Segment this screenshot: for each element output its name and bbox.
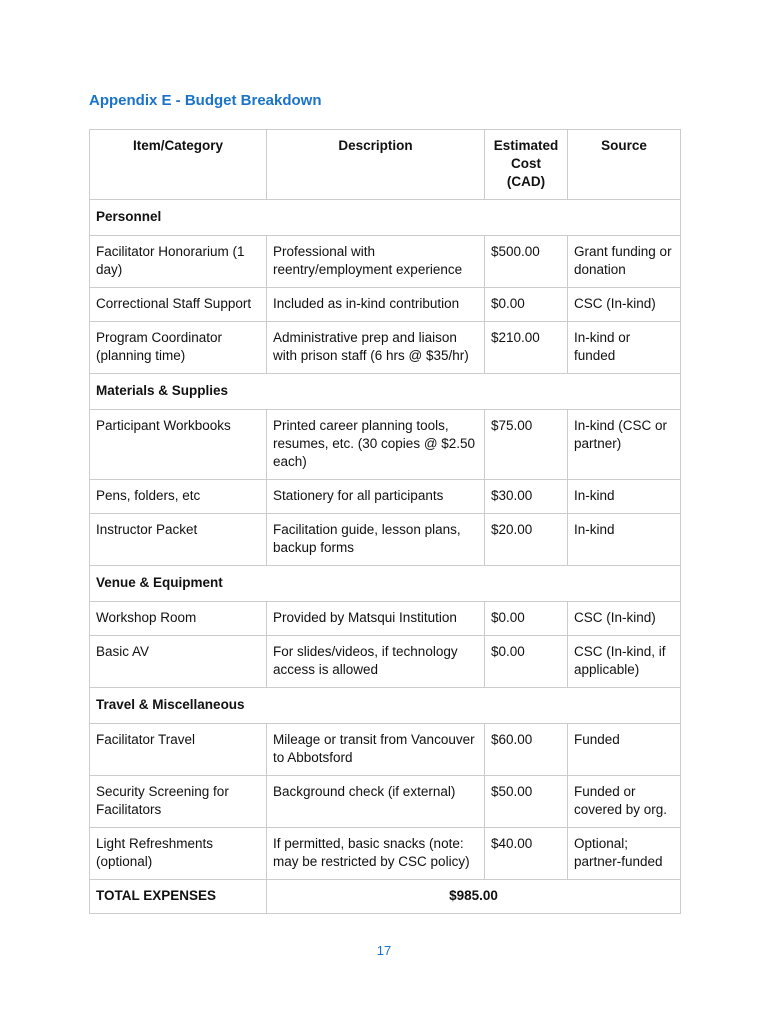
cell-description: Mileage or transit from Vancouver to Abbotsford (267, 724, 485, 776)
header-source: Source (568, 130, 681, 200)
table-row (90, 602, 681, 636)
table-row (90, 410, 681, 480)
cell-cost: $0.00 (485, 602, 568, 636)
cell-cost: $30.00 (485, 480, 568, 514)
table-row (90, 236, 681, 288)
table-row (90, 322, 681, 374)
table-row (90, 828, 681, 880)
cell-item: Light Refreshments (optional) (90, 828, 267, 880)
header-item-category: Item/Category (90, 130, 267, 200)
section-title: Materials & Supplies (90, 374, 681, 410)
cell-item: Security Screening for Facilitators (90, 776, 267, 828)
cell-description: Administrative prep and liaison with prison staff (6 hrs @ $35/hr) (267, 322, 485, 374)
section-title: Personnel (90, 200, 681, 236)
cell-description: Professional with reentry/employment experience (267, 236, 485, 288)
cell-description: Printed career planning tools, resumes, etc. (30 copies @ $2.50 each) (267, 410, 485, 480)
cell-source: CSC (In-kind) (568, 602, 681, 636)
cell-item: Workshop Room (90, 602, 267, 636)
table-row (90, 724, 681, 776)
cell-description: Background check (if external) (267, 776, 485, 828)
cell-cost: $0.00 (485, 288, 568, 322)
table-row (90, 636, 681, 688)
cell-cost: $20.00 (485, 514, 568, 566)
cell-source: In-kind (568, 514, 681, 566)
total-row (90, 880, 681, 914)
cell-source: CSC (In-kind) (568, 288, 681, 322)
section-title: Venue & Equipment (90, 566, 681, 602)
cell-item: Basic AV (90, 636, 267, 688)
cell-cost: $60.00 (485, 724, 568, 776)
table-row (90, 480, 681, 514)
cell-description: For slides/videos, if technology access is allowed (267, 636, 485, 688)
cell-source: In-kind (CSC or partner) (568, 410, 681, 480)
cell-source: Funded (568, 724, 681, 776)
cell-source: CSC (In-kind, if applicable) (568, 636, 681, 688)
cell-description: Facilitation guide, lesson plans, backup forms (267, 514, 485, 566)
cell-source: Grant funding or donation (568, 236, 681, 288)
budget-table (89, 129, 681, 914)
section-row (90, 566, 681, 602)
cell-item: Participant Workbooks (90, 410, 267, 480)
cell-cost: $50.00 (485, 776, 568, 828)
cell-description: If permitted, basic snacks (note: may be restricted by CSC policy) (267, 828, 485, 880)
cell-description: Stationery for all participants (267, 480, 485, 514)
table-row (90, 514, 681, 566)
cell-item: Correctional Staff Support (90, 288, 267, 322)
cell-item: Pens, folders, etc (90, 480, 267, 514)
section-row (90, 200, 681, 236)
total-label: TOTAL EXPENSES (90, 880, 267, 914)
cell-cost: $75.00 (485, 410, 568, 480)
total-value: $985.00 (267, 880, 681, 914)
table-header-row (90, 130, 681, 200)
cell-source: Funded or covered by org. (568, 776, 681, 828)
cell-item: Facilitator Travel (90, 724, 267, 776)
cell-item: Program Coordinator (planning time) (90, 322, 267, 374)
cell-source: In-kind (568, 480, 681, 514)
cell-source: Optional; partner-funded (568, 828, 681, 880)
cell-item: Instructor Packet (90, 514, 267, 566)
cell-item: Facilitator Honorarium (1 day) (90, 236, 267, 288)
cell-cost: $40.00 (485, 828, 568, 880)
section-row (90, 688, 681, 724)
cell-cost: $0.00 (485, 636, 568, 688)
cell-description: Provided by Matsqui Institution (267, 602, 485, 636)
table-row (90, 288, 681, 322)
page-number: 17 (376, 943, 392, 958)
table-row (90, 776, 681, 828)
header-estimated-cost: Estimated Cost (CAD) (485, 130, 568, 200)
cell-cost: $500.00 (485, 236, 568, 288)
page-heading: Appendix E - Budget Breakdown (89, 92, 322, 109)
section-title: Travel & Miscellaneous (90, 688, 681, 724)
section-row (90, 374, 681, 410)
cell-source: In-kind or funded (568, 322, 681, 374)
cell-cost: $210.00 (485, 322, 568, 374)
header-description: Description (267, 130, 485, 200)
cell-description: Included as in-kind contribution (267, 288, 485, 322)
